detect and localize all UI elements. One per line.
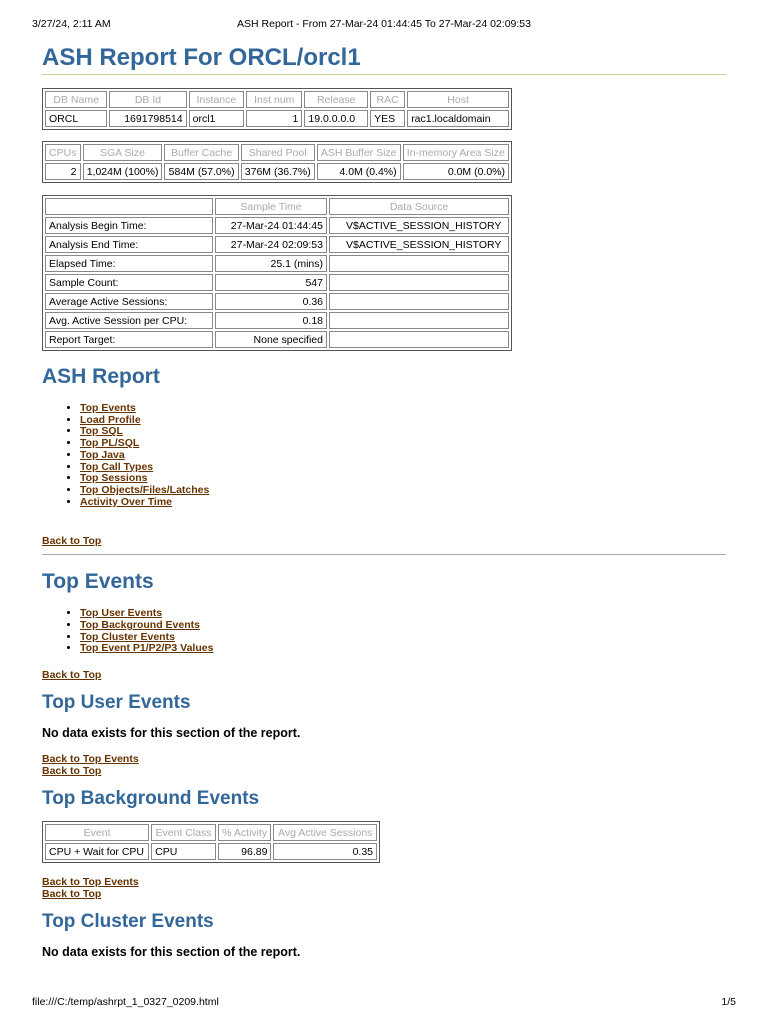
col-header: ASH Buffer Size bbox=[317, 144, 401, 161]
col-header: Event Class bbox=[151, 824, 216, 841]
table-cell: CPU bbox=[151, 843, 216, 860]
table-cell: 0.18 bbox=[215, 312, 327, 329]
col-header: Sample Time bbox=[215, 198, 327, 215]
table-cell: 0.0M (0.0%) bbox=[403, 163, 509, 180]
table-header-row bbox=[45, 144, 509, 161]
file-path: file:///C:/temp/ashrpt_1_0327_0209.html bbox=[32, 996, 219, 1008]
table-cell: 4.0M (0.4%) bbox=[317, 163, 401, 180]
back-to-top-link[interactable]: Back to Top bbox=[42, 669, 102, 682]
list-item bbox=[80, 620, 726, 632]
table-cell: 1,024M (100%) bbox=[83, 163, 163, 180]
col-header: SGA Size bbox=[83, 144, 163, 161]
back-to-top-link[interactable]: Back to Top bbox=[42, 765, 102, 778]
report-content bbox=[42, 44, 726, 959]
list-item bbox=[80, 415, 726, 427]
col-header: DB Name bbox=[45, 91, 107, 108]
link-top-objects[interactable]: Top Objects/Files/Latches bbox=[80, 483, 210, 496]
table-cell: YES bbox=[370, 110, 405, 127]
table-cell: 96.89 bbox=[218, 843, 272, 860]
table-cell bbox=[329, 255, 509, 272]
table-row bbox=[45, 163, 509, 180]
table-cell bbox=[329, 274, 509, 291]
table-cell bbox=[329, 312, 509, 329]
back-to-top-events-link[interactable]: Back to Top Events bbox=[42, 753, 139, 766]
table-cell: V$ACTIVE_SESSION_HISTORY bbox=[329, 236, 509, 253]
report-title: ASH Report For ORCL/orcl1 bbox=[42, 44, 726, 75]
table-cell: Avg. Active Session per CPU: bbox=[45, 312, 213, 329]
table-row bbox=[45, 236, 509, 253]
top-background-events-heading: Top Background Events bbox=[42, 788, 260, 810]
col-header bbox=[45, 198, 213, 215]
db-info-table bbox=[42, 88, 512, 130]
top-cluster-events-heading: Top Cluster Events bbox=[42, 911, 214, 933]
table-cell: 2 bbox=[45, 163, 81, 180]
table-cell: ORCL bbox=[45, 110, 107, 127]
col-header: DB Id bbox=[109, 91, 186, 108]
table-row bbox=[45, 274, 509, 291]
table-cell: orcl1 bbox=[189, 110, 245, 127]
table-header-row bbox=[45, 91, 509, 108]
list-item bbox=[80, 426, 726, 438]
no-data-message: No data exists for this section of the report. bbox=[42, 726, 301, 741]
list-item bbox=[80, 438, 726, 450]
list-item bbox=[80, 450, 726, 462]
link-load-profile[interactable]: Load Profile bbox=[80, 413, 141, 426]
table-cell: 1691798514 bbox=[109, 110, 186, 127]
col-header: Instance bbox=[189, 91, 245, 108]
table-header-row bbox=[45, 824, 377, 841]
table-header-row bbox=[45, 198, 509, 215]
top-events-heading: Top Events bbox=[42, 570, 154, 594]
background-events-table bbox=[42, 821, 380, 863]
link-top-event-p1p2p3[interactable]: Top Event P1/P2/P3 Values bbox=[80, 642, 214, 655]
table-cell: 547 bbox=[215, 274, 327, 291]
link-top-plsql[interactable]: Top PL/SQL bbox=[80, 437, 140, 450]
top-user-events-heading: Top User Events bbox=[42, 692, 191, 714]
col-header: Host bbox=[407, 91, 509, 108]
col-header: Event bbox=[45, 824, 149, 841]
link-top-call-types[interactable]: Top Call Types bbox=[80, 460, 154, 473]
table-row bbox=[45, 293, 509, 310]
table-cell: 27-Mar-24 02:09:53 bbox=[215, 236, 327, 253]
table-cell: 25.1 (mins) bbox=[215, 255, 327, 272]
list-item bbox=[80, 403, 726, 415]
ash-report-heading: ASH Report bbox=[42, 365, 160, 388]
print-datetime: 3/27/24, 2:11 AM bbox=[32, 18, 111, 30]
col-header: Data Source bbox=[329, 198, 509, 215]
table-cell: 376M (36.7%) bbox=[241, 163, 315, 180]
table-cell: Sample Count: bbox=[45, 274, 213, 291]
memory-table bbox=[42, 141, 512, 183]
col-header: CPUs bbox=[45, 144, 81, 161]
link-top-sql[interactable]: Top SQL bbox=[80, 425, 123, 438]
list-item bbox=[80, 485, 726, 497]
ash-report-link-list bbox=[42, 403, 726, 508]
top-events-link-list bbox=[42, 608, 726, 655]
col-header: Release bbox=[304, 91, 368, 108]
analysis-time-table bbox=[42, 195, 512, 351]
back-to-top-link[interactable]: Back to Top bbox=[42, 888, 102, 901]
page-number: 1/5 bbox=[721, 996, 736, 1008]
link-activity-over-time[interactable]: Activity Over Time bbox=[80, 495, 173, 508]
col-header: Avg Active Sessions bbox=[273, 824, 377, 841]
link-top-events[interactable]: Top Events bbox=[80, 402, 136, 414]
table-cell: V$ACTIVE_SESSION_HISTORY bbox=[329, 217, 509, 234]
col-header: RAC bbox=[370, 91, 405, 108]
list-item bbox=[80, 497, 726, 509]
back-to-top-link[interactable]: Back to Top bbox=[42, 535, 102, 548]
col-header: Buffer Cache bbox=[164, 144, 238, 161]
table-cell: Analysis End Time: bbox=[45, 236, 213, 253]
link-top-user-events[interactable]: Top User Events bbox=[80, 607, 163, 620]
table-row bbox=[45, 331, 509, 348]
link-top-sessions[interactable]: Top Sessions bbox=[80, 472, 148, 485]
table-row bbox=[45, 312, 509, 329]
table-cell: Elapsed Time: bbox=[45, 255, 213, 272]
table-cell: 19.0.0.0.0 bbox=[304, 110, 368, 127]
link-top-cluster-events[interactable]: Top Cluster Events bbox=[80, 630, 175, 643]
link-top-java[interactable]: Top Java bbox=[80, 448, 125, 461]
table-cell bbox=[329, 293, 509, 310]
col-header: Inst num bbox=[246, 91, 302, 108]
table-cell: Analysis Begin Time: bbox=[45, 217, 213, 234]
table-cell: 1 bbox=[246, 110, 302, 127]
table-cell: CPU + Wait for CPU bbox=[45, 843, 149, 860]
back-to-top-events-link[interactable]: Back to Top Events bbox=[42, 876, 139, 889]
list-item bbox=[80, 462, 726, 474]
col-header: % Activity bbox=[218, 824, 272, 841]
table-row bbox=[45, 110, 509, 127]
col-header: Shared Pool bbox=[241, 144, 315, 161]
no-data-message: No data exists for this section of the report. bbox=[42, 945, 301, 960]
section-divider bbox=[42, 554, 726, 555]
link-top-background-events[interactable]: Top Background Events bbox=[80, 619, 200, 632]
col-header: In-memory Area Size bbox=[403, 144, 509, 161]
table-row bbox=[45, 217, 509, 234]
table-row bbox=[45, 255, 509, 272]
table-cell: 27-Mar-24 01:44:45 bbox=[215, 217, 327, 234]
table-cell: 584M (57.0%) bbox=[164, 163, 238, 180]
table-cell: 0.35 bbox=[273, 843, 377, 860]
table-cell: 0.36 bbox=[215, 293, 327, 310]
table-cell: Average Active Sessions: bbox=[45, 293, 213, 310]
table-cell: Report Target: bbox=[45, 331, 213, 348]
list-item bbox=[80, 643, 726, 655]
print-footer bbox=[32, 996, 736, 1008]
table-cell: None specified bbox=[215, 331, 327, 348]
table-cell bbox=[329, 331, 509, 348]
print-title: ASH Report - From 27-Mar-24 01:44:45 To 27-Mar-24 02:09:53 bbox=[237, 18, 531, 30]
table-row bbox=[45, 843, 377, 860]
table-cell: rac1.localdomain bbox=[407, 110, 509, 127]
